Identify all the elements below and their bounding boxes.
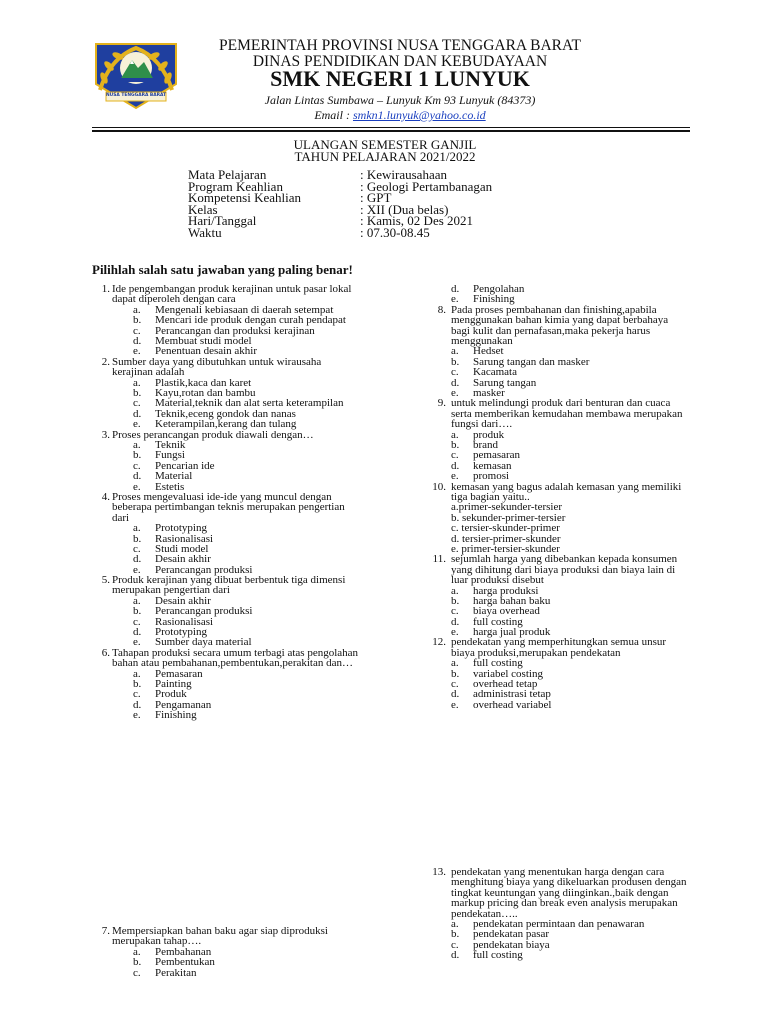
answer-option[interactable] bbox=[133, 471, 383, 481]
question-stem bbox=[426, 482, 688, 503]
option-letter: e. bbox=[133, 345, 141, 358]
option-text: overhead tetap bbox=[473, 678, 538, 691]
option-letter: c. bbox=[451, 938, 459, 951]
option-letter: d. bbox=[133, 626, 142, 639]
option-letter: d. bbox=[451, 688, 460, 701]
option-letter: b. bbox=[133, 314, 142, 327]
option-text: pendekatan biaya bbox=[473, 938, 550, 951]
option-text: Pemasaran bbox=[155, 667, 203, 680]
info-value: : Kamis, 02 Des 2021 bbox=[360, 213, 474, 229]
option-letter: b. bbox=[451, 438, 460, 451]
option-text: Mengenali kebiasaan di daerah setempat bbox=[155, 303, 334, 316]
questions-column-right bbox=[426, 284, 688, 710]
answer-option[interactable] bbox=[133, 523, 383, 533]
question-7-block bbox=[101, 925, 362, 979]
option-letter: e. bbox=[133, 709, 141, 722]
info-label: Kompetensi Keahlian bbox=[188, 190, 301, 206]
question-item bbox=[101, 490, 362, 576]
option-letter: e. bbox=[133, 563, 141, 576]
school-email-line bbox=[190, 108, 610, 123]
info-label: Mata Pelajaran bbox=[188, 167, 267, 182]
answer-option[interactable] bbox=[451, 700, 713, 710]
option-letter: c. bbox=[133, 688, 141, 701]
question-stem bbox=[101, 574, 362, 597]
option-letter: a. bbox=[451, 918, 459, 931]
info-label: Hari/Tanggal bbox=[188, 213, 257, 229]
instruction: Pilihlah salah satu jawaban yang paling benar! bbox=[92, 262, 353, 277]
option-text: Teknik,eceng gondok dan nanas bbox=[155, 407, 296, 420]
option-text: full costing bbox=[473, 615, 523, 628]
answer-option[interactable] bbox=[451, 950, 713, 960]
header-divider-thick bbox=[92, 130, 690, 132]
option-letter: c. bbox=[451, 449, 459, 462]
question-stem bbox=[426, 305, 688, 347]
question-number: 8. bbox=[437, 303, 446, 316]
question-stem bbox=[101, 925, 362, 948]
option-letter: d. bbox=[133, 553, 142, 566]
question-stem bbox=[101, 355, 362, 379]
question-item bbox=[101, 428, 362, 493]
option-text: Estetis bbox=[155, 480, 185, 493]
email-link[interactable]: smkn1.lunyuk@yahoo.co.id bbox=[352, 108, 486, 122]
option-text: Keterampilan,kerang dan tulang bbox=[155, 418, 297, 431]
option-letter: d. bbox=[451, 949, 460, 962]
option-text: variabel costing bbox=[473, 667, 543, 680]
info-value: : GPT bbox=[360, 190, 392, 206]
option-letter: e. bbox=[451, 386, 459, 399]
school-address: Jalan Lintas Sumbawa – Lunyuk Km 93 Lunyuk (84373) bbox=[264, 93, 536, 107]
answer-option[interactable]: c. tersier-skunder-primer bbox=[451, 522, 560, 535]
option-letter: d. bbox=[133, 698, 142, 711]
option-letter: b. bbox=[133, 678, 142, 691]
question-item bbox=[426, 398, 688, 481]
option-text: Desain akhir bbox=[155, 594, 211, 607]
option-letter: a. bbox=[133, 303, 141, 316]
question-number: 9. bbox=[437, 397, 446, 410]
option-text: harga jual produk bbox=[473, 626, 551, 639]
option-text: Material,teknik dan alat serta keterampilan bbox=[155, 397, 344, 410]
option-letter: a. bbox=[133, 594, 141, 607]
question-text: pendekatan yang menentukan harga dengan cara menghitung biaya yang dikeluarkan produsen dengan tingkat keuntungan yang diinginkan.,baik dengan markup pricing dan break even analysis merupakan pendekatan….. bbox=[451, 866, 687, 920]
answer-option[interactable]: e. primer-tersier-skunder bbox=[451, 542, 560, 555]
question-number: 11. bbox=[432, 553, 446, 566]
question-item bbox=[101, 283, 362, 358]
info-label: Program Keahlian bbox=[188, 178, 283, 194]
option-letter: a. bbox=[451, 657, 459, 670]
option-letter: c. bbox=[133, 615, 141, 628]
option-text: pendekatan permintaan dan penawaran bbox=[473, 918, 645, 931]
question-item bbox=[426, 637, 688, 710]
option-text: Rasionalisasi bbox=[155, 615, 214, 628]
option-text: Kacamata bbox=[473, 366, 517, 379]
option-text: Penentuan desain akhir bbox=[155, 345, 258, 358]
option-text: Material bbox=[155, 470, 193, 483]
option-text: Perancangan produksi bbox=[155, 563, 253, 576]
option-letter: e. bbox=[133, 636, 141, 649]
question-text: Pada proses pembahanan dan finishing,apabila menggunakan bahan kimia yang dapat berbahaya bagi kulit dan pernafasan,maka pekerja harus menggunakan bbox=[451, 303, 669, 347]
option-text: Pengamanan bbox=[155, 698, 212, 711]
question-text: sejumlah harga yang dibebankan kepada konsumen yang dihitung dari biaya produksi dan biaya lain di luar produksi disebut bbox=[451, 553, 678, 587]
option-text: Pembentukan bbox=[155, 956, 215, 969]
question-text: kemasan yang bagus adalah kemasan yang memiliki tiga bagian yaitu.. bbox=[451, 480, 682, 503]
option-letter: b. bbox=[451, 667, 460, 680]
question-item bbox=[101, 646, 362, 722]
option-text: Finishing bbox=[473, 293, 515, 306]
answer-option[interactable] bbox=[133, 710, 383, 720]
option-text: overhead variabel bbox=[473, 698, 552, 711]
option-text: harga produksi bbox=[473, 584, 539, 597]
question-number: 13. bbox=[432, 866, 446, 878]
question-number: 3. bbox=[101, 428, 110, 441]
option-text: Desain akhir bbox=[155, 553, 211, 566]
question-number: 7. bbox=[101, 925, 110, 937]
option-text: Sarung tangan dan masker bbox=[473, 355, 590, 368]
question-item bbox=[426, 554, 688, 637]
option-letter: c. bbox=[451, 605, 459, 618]
header-government: PEMERINTAH PROVINSI NUSA TENGGARA BARAT bbox=[219, 37, 581, 54]
option-text: Pengolahan bbox=[473, 283, 525, 295]
option-text: produk bbox=[473, 428, 505, 441]
question-text: Proses mengevaluasi ide-ide yang muncul dengan beberapa pertimbangan teknis merupakan pengertian dari bbox=[112, 490, 345, 524]
info-value: : XII (Dua belas) bbox=[360, 201, 449, 217]
answer-option[interactable]: b. sekunder-primer-tersier bbox=[451, 511, 566, 524]
exam-title: ULANGAN SEMESTER GANJIL bbox=[293, 137, 477, 152]
info-value: : 07.30-08.45 bbox=[360, 224, 430, 240]
option-text: Sarung tangan bbox=[473, 376, 537, 389]
option-letter: c. bbox=[133, 324, 141, 337]
option-letter: b. bbox=[133, 449, 142, 462]
question-item bbox=[101, 355, 362, 431]
option-letter: a. bbox=[133, 376, 141, 389]
answer-option[interactable]: a.primer-sekunder-tersier bbox=[451, 501, 563, 514]
option-letter: c. bbox=[133, 397, 141, 410]
answer-option[interactable] bbox=[133, 419, 383, 429]
option-text: masker bbox=[473, 386, 505, 399]
question-item bbox=[101, 925, 362, 979]
option-letter: a. bbox=[451, 345, 459, 358]
province-logo bbox=[92, 38, 180, 118]
option-letter: a. bbox=[133, 522, 141, 535]
option-letter: b. bbox=[133, 956, 142, 969]
option-text: administrasi tetap bbox=[473, 688, 551, 701]
option-text: Hedset bbox=[473, 345, 504, 358]
question-item bbox=[426, 867, 688, 961]
info-label: Waktu bbox=[188, 224, 222, 240]
question-stem bbox=[426, 867, 688, 919]
option-letter: a. bbox=[451, 584, 459, 597]
info-value: : Kewirausahaan bbox=[360, 167, 447, 182]
question-text: Produk kerajinan yang dibuat berbentuk tiga dimensi merupakan pengertian dari bbox=[112, 574, 346, 597]
option-text: Teknik bbox=[155, 438, 186, 451]
info-value: : Geologi Pertambanagan bbox=[360, 178, 493, 194]
option-text: Finishing bbox=[155, 709, 197, 722]
option-letter: d. bbox=[451, 459, 460, 472]
questions-column-left bbox=[101, 283, 362, 722]
option-text: Pembahanan bbox=[155, 945, 212, 958]
option-text: promosi bbox=[473, 470, 510, 483]
logo-caption: NUSA TENGGARA BARAT bbox=[106, 93, 167, 98]
option-letter: e. bbox=[451, 698, 459, 711]
header-divider-thin bbox=[92, 127, 690, 128]
question-stem bbox=[101, 646, 362, 670]
option-letter: d. bbox=[133, 334, 142, 347]
option-text: Plastik,kaca dan karet bbox=[155, 376, 252, 389]
question-text: pendekatan yang memperhitungkan semua unsur biaya produksi,merupakan pendekatan bbox=[451, 636, 667, 659]
option-letter: e. bbox=[133, 418, 141, 431]
question-13-block bbox=[426, 867, 688, 961]
option-text: full costing bbox=[473, 949, 523, 962]
question-item bbox=[101, 574, 362, 649]
option-letter: c. bbox=[451, 678, 459, 691]
question-stem bbox=[426, 637, 688, 658]
option-text: Prototyping bbox=[155, 626, 207, 639]
answer-option[interactable]: d. tersier-primer-skunder bbox=[451, 532, 561, 545]
option-letter: e. bbox=[133, 480, 141, 493]
question-item bbox=[426, 305, 688, 399]
option-letter: c. bbox=[133, 542, 141, 555]
option-letter: b. bbox=[133, 386, 142, 399]
option-letter: e. bbox=[451, 626, 459, 639]
province-emblem-icon bbox=[92, 38, 180, 118]
question-text: Mempersiapkan bahan baku agar siap diproduksi merupakan tahap…. bbox=[112, 925, 328, 948]
option-letter: d. bbox=[133, 407, 142, 420]
header-department: DINAS PENDIDIKAN DAN KEBUDAYAAN bbox=[252, 53, 548, 70]
option-letter: b. bbox=[451, 928, 460, 941]
option-letter: c. bbox=[133, 459, 141, 472]
option-text: Perakitan bbox=[155, 966, 197, 979]
option-letter: e. bbox=[451, 470, 459, 483]
question-stem bbox=[101, 428, 362, 441]
option-letter: b. bbox=[451, 594, 460, 607]
info-label: Kelas bbox=[188, 201, 218, 217]
email-label: Email : bbox=[314, 108, 350, 122]
option-text: brand bbox=[473, 438, 499, 451]
answer-option[interactable] bbox=[133, 968, 383, 978]
question-text: Tahapan produksi secara umum terbagi atas pengolahan bahan atau pembahanan,pembentukan,perakitan dan… bbox=[112, 646, 359, 670]
option-text: Sumber daya material bbox=[155, 636, 252, 649]
question-stem bbox=[426, 554, 688, 585]
option-letter: a. bbox=[133, 667, 141, 680]
question-number: 2. bbox=[101, 355, 110, 368]
question-stem bbox=[101, 490, 362, 524]
question-stem bbox=[426, 398, 688, 429]
option-text: pemasaran bbox=[473, 449, 521, 462]
question-number: 5. bbox=[101, 574, 110, 587]
option-letter: a. bbox=[133, 438, 141, 451]
option-letter: a. bbox=[133, 945, 141, 958]
option-text: Rasionalisasi bbox=[155, 532, 214, 545]
option-text: pendekatan pasar bbox=[473, 928, 550, 941]
option-text: Painting bbox=[155, 678, 192, 691]
option-letter: d. bbox=[133, 470, 142, 483]
option-text: kemasan bbox=[473, 459, 512, 472]
question-number: 10. bbox=[432, 480, 446, 493]
question-text: Ide pengembangan produk kerajinan untuk pasar lokal dapat diperoleh dengan cara bbox=[112, 283, 352, 306]
question-number: 4. bbox=[101, 490, 110, 503]
option-text: Prototyping bbox=[155, 522, 207, 535]
option-text: Fungsi bbox=[155, 449, 185, 462]
option-text: harga bahan baku bbox=[473, 594, 551, 607]
option-letter: b. bbox=[451, 355, 460, 368]
question-text: Sumber daya yang dibutuhkan untuk wirausaha kerajinan adalah bbox=[112, 355, 322, 379]
school-name: SMK NEGERI 1 LUNYUK bbox=[270, 66, 530, 91]
question-stem bbox=[101, 283, 362, 306]
question-item bbox=[426, 482, 688, 555]
option-letter: c. bbox=[133, 966, 141, 979]
question-number: 6. bbox=[101, 646, 110, 659]
option-text: biaya overhead bbox=[473, 605, 540, 618]
question-number: 1. bbox=[101, 283, 110, 295]
option-letter: e. bbox=[451, 293, 459, 306]
question-number: 12. bbox=[432, 636, 446, 649]
option-letter: c. bbox=[451, 366, 459, 379]
option-letter: d. bbox=[451, 615, 460, 628]
option-letter: d. bbox=[451, 283, 460, 295]
option-letter: b. bbox=[133, 532, 142, 545]
option-text: Studi model bbox=[155, 542, 209, 555]
option-text: Produk bbox=[155, 688, 187, 701]
option-text: Perancangan dan produksi kerajinan bbox=[155, 324, 315, 337]
option-text: Pencarian ide bbox=[155, 459, 215, 472]
option-text: Mencari ide produk dengan curah pendapat bbox=[155, 314, 346, 327]
option-letter: b. bbox=[133, 605, 142, 618]
question-text: Proses perancangan produk diawali dengan… bbox=[112, 428, 314, 441]
exam-year: TAHUN PELAJARAN 2021/2022 bbox=[294, 149, 476, 164]
option-letter: d. bbox=[451, 376, 460, 389]
option-text: full costing bbox=[473, 657, 523, 670]
option-letter: a. bbox=[451, 428, 459, 441]
answer-option[interactable] bbox=[451, 471, 713, 481]
option-text: Perancangan produksi bbox=[155, 605, 253, 618]
option-text: Kayu,rotan dan bambu bbox=[155, 386, 256, 399]
question-text: untuk melindungi produk dari benturan dan cuaca serta memberikan kemudahan membawa merupakan fungsi dari…. bbox=[451, 397, 683, 431]
option-text: Membuat studi model bbox=[155, 334, 252, 347]
